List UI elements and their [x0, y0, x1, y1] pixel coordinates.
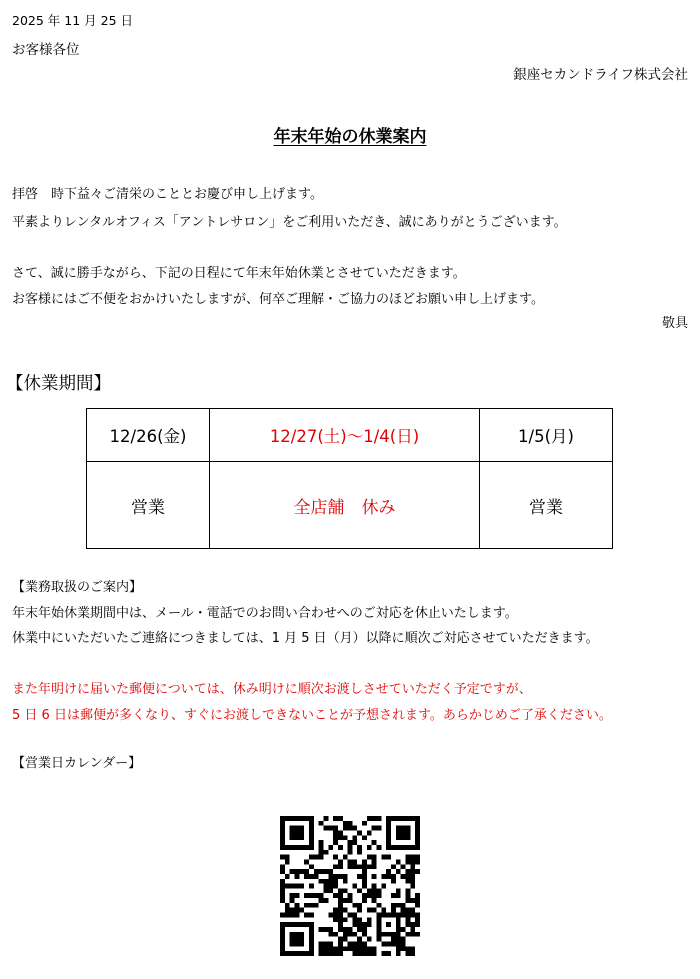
recipient: お客様各位	[12, 42, 80, 58]
calendar-section-heading: 【営業日カレンダー】	[12, 756, 142, 771]
holiday-schedule-table	[86, 408, 613, 549]
mail-notice-line-2: 5 日 6 日は郵便が多くなり、すぐにお渡しできないことが予想されます。あらかじめご了承ください。	[12, 708, 612, 723]
business-section-heading: 【業務取扱のご案内】	[12, 580, 143, 595]
schedule-date-cell-1: 12/26(金)	[87, 409, 210, 462]
business-line-1: 年末年始休業期間中は、メール・電話でのお問い合わせへのご対応を休止いたします。	[12, 606, 518, 621]
greeting-line-1: 拝啓 時下益々ご清栄のこととお慶び申し上げます。	[12, 187, 323, 202]
schedule-status-row	[87, 462, 613, 549]
greeting-line-4: お客様にはご不便をおかけいたしますが、何卒ご理解・ご協力のほどお願い申し上げます。	[12, 292, 544, 307]
document-date: 2025 年 11 月 25 日	[12, 13, 133, 28]
schedule-date-cell-3: 1/5(月)	[480, 409, 613, 462]
schedule-date-cell-2: 12/27(土)～1/4(日)	[210, 409, 480, 462]
closing-keigu: 敬具	[661, 316, 688, 331]
schedule-status-cell-3: 営業	[480, 462, 613, 549]
schedule-status-cell-2: 全店舗 休み	[210, 462, 480, 549]
greeting-line-3: さて、誠に勝手ながら、下記の日程にて年末年始休業とさせていただきます。	[12, 266, 466, 281]
schedule-date-row	[87, 409, 613, 462]
greeting-line-2: 平素よりレンタルオフィス「アントレサロン」をご利用いただき、誠にありがとうございます。	[12, 215, 567, 230]
business-line-2: 休業中にいただいたご連絡につきましては、1 月 5 日（月）以降に順次ご対応させていただきます。	[12, 631, 599, 646]
company-name: 銀座セカンドライフ株式会社	[513, 67, 688, 83]
page-title	[0, 122, 700, 147]
page-title-text: 年末年始の休業案内	[273, 127, 427, 147]
schedule-status-cell-1: 営業	[87, 462, 210, 549]
qr-code-icon[interactable]	[280, 816, 420, 956]
holiday-section-heading: 【休業期間】	[6, 374, 111, 394]
mail-notice-line-1: また年明けに届いた郵便については、休み明けに順次お渡しさせていただく予定ですが、	[12, 682, 532, 697]
